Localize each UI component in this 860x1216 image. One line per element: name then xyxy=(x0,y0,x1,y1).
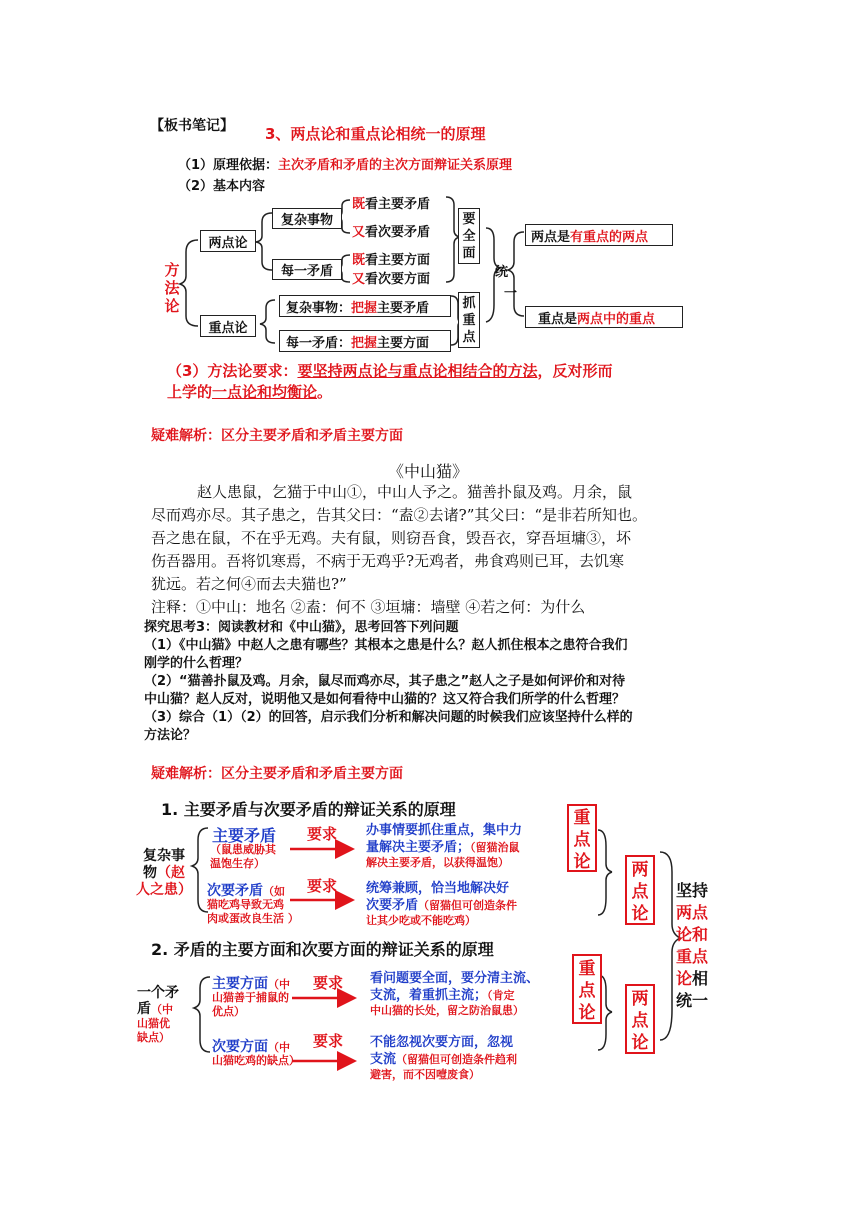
question-line: 刚学的什么哲理？ xyxy=(144,656,249,671)
requirement-label: 要求 xyxy=(307,825,338,843)
main-contradiction-label: 主要矛盾 xyxy=(212,826,277,845)
result-2: 统筹兼顾，恰当地解决好 次要矛盾（留猫但可创造条件 让其少吃或不能吃鸡） xyxy=(366,881,518,927)
result-4: 不能忽视次要方面，忽视 支流（留猫但可创造条件趋利 避害，而不因噎废食） xyxy=(370,1035,518,1081)
each-contradiction-box: 每一矛盾 xyxy=(272,259,342,280)
content-label: （2）基本内容 xyxy=(178,179,266,194)
requirement-label: 要求 xyxy=(313,974,344,992)
see-sub-aspect: 又看次要方面 xyxy=(352,272,431,287)
conclusion: 坚持 两点 论和 重点 论相 统一 xyxy=(676,881,709,1010)
story-line: 吾之患在鼠，不在乎无鸡。夫有鼠，则窃吾食，毁吾衣，穿吾垣墉③，坏 xyxy=(151,529,632,547)
grasp-main-aspect-box: 每一矛盾： 把握 主要方面 xyxy=(279,330,451,352)
principle-heading-2: 2. 矛盾的主要方面和次要方面的辩证关系的原理 xyxy=(151,940,494,959)
key-point-box: 重点论 xyxy=(200,315,256,337)
explore-heading: 探究思考3：阅读教材和《中山猫》，思考回答下列问题 xyxy=(144,620,459,635)
principle-heading-1: 1. 主要矛盾与次要矛盾的辩证关系的原理 xyxy=(161,800,456,819)
story-notes: 注释：①中山：地名 ②盍：何不 ③垣墉：墙壁 ④若之何：为什么 xyxy=(151,598,586,616)
main-aspect-label: 主要方面（中 xyxy=(212,976,290,992)
story-line: 伤吾器用。吾将饥寒焉，不病于无鸡乎?无鸡者，弗食鸡则已耳，去饥寒 xyxy=(151,552,625,570)
one-contradiction-label: 一个矛 盾（中 山猫优 缺点） xyxy=(137,985,179,1044)
key-point-result-box: 重点是 两点中的重点 xyxy=(525,306,683,328)
result-1: 办事情要抓住重点，集中力 量解决主要矛盾；（留猫治鼠 解决主要矛盾，以获得温饱） xyxy=(366,823,523,869)
note-label: 【板书笔记】 xyxy=(150,118,234,134)
basis-text: 主次矛盾和矛盾的主次方面辩证关系原理 xyxy=(278,158,513,173)
see-sub-contradiction: 又看次要矛盾 xyxy=(352,225,431,240)
method-char: 论 xyxy=(164,297,180,315)
question-line: （3）综合（1）（2）的回答，启示我们分析和解决问题的时候我们应该坚持什么样的 xyxy=(144,710,633,725)
comprehensive-box: 要 全 面 xyxy=(458,208,480,264)
see-main-contradiction: 既看主要矛盾 xyxy=(352,197,431,212)
sub-aspect-note: 山猫吃鸡的缺点） xyxy=(212,1054,300,1067)
method-char: 方 xyxy=(164,261,180,279)
difficulty-heading-1: 疑难解析：区分主要矛盾和矛盾主要方面 xyxy=(151,428,403,444)
story-line: 尽而鸡亦尽。其子患之，告其父曰：“盍②去诸?”其父曰：“是非若所知也。 xyxy=(151,506,648,524)
basis-prefix: （1）原理依据： xyxy=(178,158,279,173)
grasp-key-box: 抓 重 点 xyxy=(458,292,480,348)
question-line: （2）“猫善扑鼠及鸡。月余，鼠尽而鸡亦尽，其子患之”赵人之子是如何评价和对待 xyxy=(144,674,626,689)
main-contradiction-note: （鼠患威胁其 温饱生存） xyxy=(210,843,276,870)
question-line: （1）《中山猫》中赵人之患有哪些？其根本之患是什么？赵人抓住根本之患符合我们 xyxy=(144,638,628,653)
key-point-theory-box-1: 重 点 论 xyxy=(567,804,597,872)
difficulty-heading-2: 疑难解析：区分主要矛盾和矛盾主要方面 xyxy=(151,766,403,782)
result-3: 看问题要全面，要分清主流、 支流，着重抓主流；（肯定 中山猫的长处，留之防治鼠患） xyxy=(370,971,540,1017)
two-points-box: 两点论 xyxy=(200,230,256,252)
method-char: 法 xyxy=(164,279,180,297)
requirement-label: 要求 xyxy=(307,877,338,895)
story-title: 《中山猫》 xyxy=(388,462,469,481)
story-line: 赵人患鼠，乞猫于中山①，中山人予之。猫善扑鼠及鸡。月余，鼠 xyxy=(197,483,633,501)
sub-aspect-label: 次要方面（中 xyxy=(212,1039,290,1055)
story-line: 犹远。若之何④而去夫猫也?” xyxy=(151,575,347,593)
sub-contradiction-note: 猫吃鸡导致无鸡 肉或蛋改良生活 ） xyxy=(207,898,299,925)
two-points-result-box: 两点是 有重点的两点 xyxy=(525,224,673,246)
section-title: 3、两点论和重点论相统一的原理 xyxy=(265,125,486,143)
sub-contradiction-label: 次要矛盾（如 xyxy=(207,883,285,899)
complex-thing-box: 复杂事物 xyxy=(272,208,342,229)
complex-thing-label: 复杂事 物（赵 人之患） xyxy=(136,848,192,898)
question-line: 中山猫？赵人反对，说明他又是如何看待中山猫的？这又符合我们所学的什么哲理？ xyxy=(144,692,626,707)
unify-char: 统 xyxy=(495,265,509,280)
requirement-label: 要求 xyxy=(313,1032,344,1050)
key-point-theory-box-2: 重 点 论 xyxy=(572,954,602,1024)
main-aspect-note: 山猫善于捕鼠的 优点） xyxy=(212,991,289,1018)
see-main-aspect: 既看主要方面 xyxy=(352,253,431,268)
two-points-theory-box-1: 两 点 论 xyxy=(625,855,655,925)
grasp-main-contradiction-box: 复杂事物： 把握 主要矛盾 xyxy=(279,295,451,317)
method-requirement: （3）方法论要求：要坚持两点论与重点论相结合的方法，反对形而 上学的一点论和均衡论。 xyxy=(167,362,613,401)
question-line: 方法论？ xyxy=(144,728,197,743)
unify-char-2: 一 xyxy=(504,286,518,301)
two-points-theory-box-2: 两 点 论 xyxy=(625,984,655,1054)
